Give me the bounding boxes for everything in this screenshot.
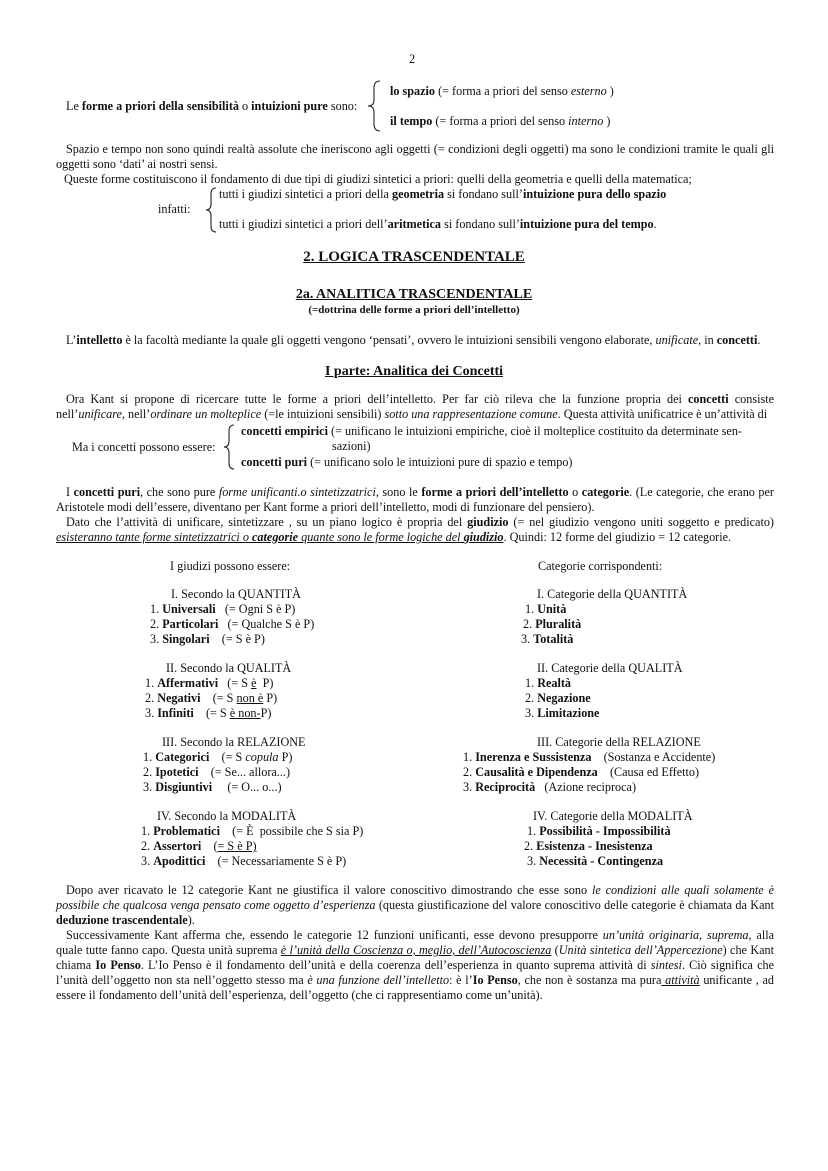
list-item: 1. Affermativi (= S è P)	[145, 676, 274, 690]
heading-analitica-trascendentale: 2a. ANALITICA TRASCENDENTALE	[295, 287, 533, 302]
giudizi-quantita	[150, 587, 314, 647]
paragraph-kant-concetti: Ora Kant si propone di ricercare tutte le forme a priori dell’intelletto. Per far ciò rileva che la funzione propria dei concetti consiste nell’unificare, nell’ordinare un molteplice (=le intuizioni sensibili) sotto una rappresentazione comune. Questa attività unificatrice è un’attività di	[56, 392, 774, 421]
forme-intro: Le forme a priori della sensibilità o intuizioni pure sono:	[66, 99, 358, 113]
list-item: 1. Realtà	[525, 676, 572, 690]
paragraph-io-penso: Successivamente Kant afferma che, essendo le categorie 12 funzioni unificanti, esse devono presupporre un’unità originaria, suprema, alla quale tutte fanno capo. Questa unità suprema è l’unità della Coscienza o, meglio, dell’Autocoscienza (Unità sintetica dell’Appercezione) che Kant chiama Io Penso. L’Io Penso è il fondamento dell’unità e della coerenza dell’esperienza in quanto suprema attività di sintesi. Ciò significa che l’unità dell’oggetto non sta nell’oggetto stesso ma è una funzione dell’intelletto: è l’Io Penso, che non è sostanza ma pura attività unificante , ad essere il fondamento dell’unità dell’esperienza, dell’oggetto (che ci rappresentiamo come un’unità).	[56, 928, 775, 1002]
list-item: 2. Negazione	[525, 691, 591, 705]
brace-left-icon	[204, 187, 218, 233]
list-item: 1. Unità	[525, 602, 567, 616]
list-item: 3. Infiniti (= S è non-P)	[145, 706, 272, 720]
list-item: 2. Ipotetici (= Se... allora...)	[143, 765, 290, 779]
paragraph-deduzione: Dopo aver ricavato le 12 categorie Kant ne giustifica il valore conoscitivo dimostrando che esse sono le condizioni alle quali solamente è possibile che qualcosa venga pensato come oggetto d’esperienza (questa giustificazione del valore conoscitivo delle categorie è chiamata da Kant deduzione trascendentale).	[56, 883, 774, 927]
group-title: II. Categorie della QUALITÀ	[537, 661, 683, 675]
infatti-geometria: tutti i giudizi sintetici a priori della geometria si fondano sull’intuizione pura dello spazio	[219, 187, 667, 201]
list-item: 1. Problematici (= È possibile che S sia P)	[141, 824, 364, 838]
paragraph-giudizio: Dato che l’attività di unificare, sintetizzare , su un piano logico è propria del giudizio (= nel giudizio vengono uniti soggetto e predicato) esisteranno tante forme sintetizzatrici o categorie quante sono le forme logiche del giudizio. Quindi: 12 forme del giudizio = 12 categorie.	[56, 515, 774, 544]
forme-item-spazio: lo spazio (= forma a priori del senso esterno )	[390, 84, 614, 98]
brace-left-icon	[222, 424, 236, 470]
paragraph-fondamento: Queste forme costituiscono il fondamento di due tipi di giudizi sintetici a priori: quelli della geometria e quelli della matematica;	[64, 172, 692, 186]
list-item: 1. Categorici (= S copula P)	[143, 750, 293, 764]
list-item: 3. Limitazione	[525, 706, 600, 720]
categorie-header: Categorie corrispondenti:	[538, 559, 663, 573]
list-item: 2. Negativi (= S non è P)	[145, 691, 278, 705]
list-item: 3. Disgiuntivi (= O... o...)	[143, 780, 282, 794]
heading-analitica-subtitle: (=dottrina delle forme a priori dell’intelletto)	[308, 304, 520, 316]
categorie-relazione	[463, 735, 715, 795]
heading-logica-trascendentale: 2. LOGICA TRASCENDENTALE	[303, 249, 525, 265]
categorie-qualita	[525, 661, 683, 721]
concetti-label: Ma i concetti possono essere:	[72, 440, 216, 454]
list-item: 3. Totalità	[521, 632, 574, 646]
list-item: 1. Possibilità - Impossibilità	[527, 824, 671, 838]
list-item: 1. Universali (= Ogni S è P)	[150, 602, 296, 616]
paragraph-intelletto: L’intelletto è la facoltà mediante la quale gli oggetti vengono ‘pensati’, ovvero le intuizioni sensibili vengono elaborate, unificate, in concetti.	[66, 333, 761, 347]
list-item: 3. Necessità - Contingenza	[527, 854, 664, 868]
infatti-aritmetica: tutti i giudizi sintetici a priori dell’aritmetica si fondano sull’intuizione pura del tempo.	[219, 217, 657, 231]
group-title: IV. Categorie della MODALITÀ	[533, 809, 693, 823]
list-item: 3. Reciprocità (Azione reciproca)	[463, 780, 637, 794]
list-item: 1. Inerenza e Sussistenza (Sostanza e Accidente)	[463, 750, 716, 764]
list-item: 3. Singolari (= S è P)	[150, 632, 265, 646]
group-title: I. Secondo la QUANTITÀ	[171, 587, 301, 601]
list-item: 2. Causalità e Dipendenza (Causa ed Effetto)	[463, 765, 700, 779]
group-title: IV. Secondo la MODALITÀ	[157, 809, 297, 823]
forme-item-tempo: il tempo (= forma a priori del senso interno )	[390, 114, 611, 128]
categorie-quantita	[521, 587, 688, 647]
list-item: 2. Assertori (= S è P)	[141, 839, 257, 853]
categorie-modalita	[524, 809, 693, 869]
heading-analitica-concetti: I parte: Analitica dei Concetti	[324, 364, 504, 379]
group-title: I. Categorie della QUANTITÀ	[537, 587, 688, 601]
concetti-empirici-cont: sazioni)	[332, 439, 371, 453]
paragraph-concetti-puri: I concetti puri, che sono pure forme unificanti.o sintetizzatrici, sono le forme a priori dell’intelletto o categorie. (Le categorie, che erano per Aristotele modi dell’essere, diventano per Kant forme a priori dell’intelletto, modi di funzionare del pensiero).	[56, 485, 774, 514]
group-title: II. Secondo la QUALITÀ	[166, 661, 292, 675]
paragraph-spazio-tempo: Spazio e tempo non sono quindi realtà assolute che ineriscono agli oggetti (= condizioni degli oggetti) ma sono le condizioni tramite le quali gli oggetti sono ‘dati’ ai nostri sensi.	[56, 142, 774, 171]
concetti-puri: concetti puri (= unificano solo le intuizioni pure di spazio e tempo)	[241, 455, 573, 469]
concetti-empirici: concetti empirici (= unificano le intuizioni empiriche, cioè il molteplice costituito da determinate sen-	[241, 424, 742, 438]
list-item: 2. Esistenza - Inesistenza	[524, 839, 653, 853]
giudizi-relazione	[143, 735, 306, 795]
giudizi-header: I giudizi possono essere:	[170, 559, 291, 573]
brace-left-icon	[366, 80, 382, 132]
page-number: 2	[409, 52, 416, 66]
giudizi-modalita	[141, 809, 363, 869]
group-title: III. Categorie della RELAZIONE	[537, 735, 701, 749]
list-item: 2. Pluralità	[523, 617, 582, 631]
list-item: 2. Particolari (= Qualche S è P)	[150, 617, 315, 631]
group-title: III. Secondo la RELAZIONE	[162, 735, 306, 749]
giudizi-qualita	[145, 661, 291, 721]
list-item: 3. Apodittici (= Necessariamente S è P)	[141, 854, 347, 868]
infatti-label: infatti:	[158, 202, 191, 216]
